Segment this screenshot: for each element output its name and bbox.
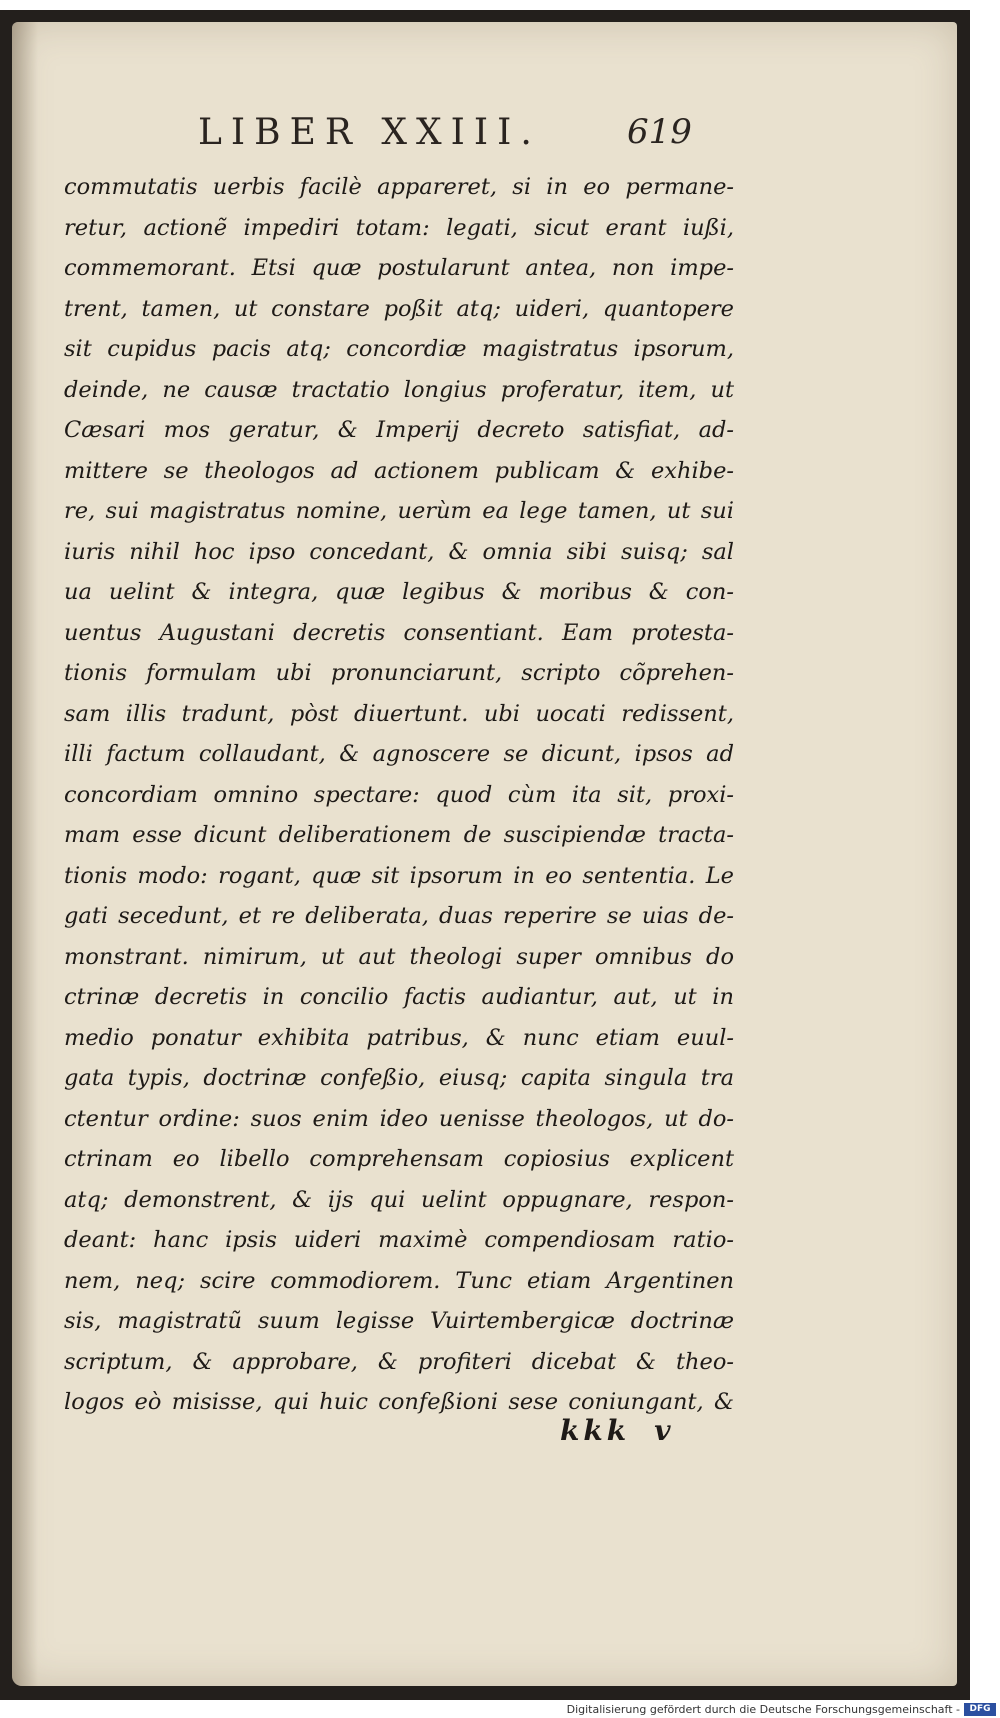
running-head <box>12 102 957 162</box>
text-line: atq; demonstrent, & ijs qui uelint oppugnare, respon- <box>64 1186 734 1213</box>
text-line: logos eò misisse, qui huic confeßioni sese coniungant, & <box>64 1389 734 1415</box>
text-line: deinde, ne causæ tractatio longius proferatur, item, ut <box>64 376 734 403</box>
dfg-logo-icon: DFG <box>964 1703 996 1716</box>
text-line: iuris nihil hoc ipso concedant, & omnia sibi suisq; sal <box>64 538 734 565</box>
text-line: ctentur ordine: suos enim ideo uenisse theologos, ut do- <box>64 1105 734 1132</box>
text-line: medio ponatur exhibita patribus, & nunc etiam euul- <box>64 1024 734 1051</box>
page-number: 619 <box>627 112 692 152</box>
text-line: ua uelint & integra, quæ legibus & moribus & con- <box>64 579 734 605</box>
text-line: mam esse dicunt deliberationem de suscipiendæ tracta- <box>64 822 734 848</box>
text-line: ctrinam eo libello comprehensam copiosius explicent <box>64 1146 734 1172</box>
book-page <box>12 22 957 1686</box>
text-line: sam illis tradunt, pòst diuertunt. ubi uocati redissent, <box>64 700 734 727</box>
text-line: re, sui magistratus nomine, uerùm ea lege tamen, ut sui <box>64 498 734 524</box>
funding-credit: Digitalisierung gefördert durch die Deutsche Forschungsgemeinschaft - <box>566 1703 960 1716</box>
text-line: sis, magistratũ suum legisse Vuirtembergicæ doctrinæ <box>64 1308 734 1334</box>
running-title: LIBER XXIII. <box>198 112 541 153</box>
text-line: commemorant. Etsi quæ postularunt antea, non impe- <box>64 255 734 281</box>
signature-letters: kkk <box>560 1414 631 1447</box>
text-line: ctrinæ decretis in concilio factis audiantur, aut, ut in <box>64 984 734 1010</box>
text-line: gati secedunt, et re deliberata, duas reperire se uias de- <box>64 903 734 929</box>
text-line: tionis modo: rogant, quæ sit ipsorum in eo sententia. Le <box>64 862 734 889</box>
text-line: illi factum collaudant, & agnoscere se dicunt, ipsos ad <box>64 741 734 767</box>
text-line: gata typis, doctrinæ confeßio, eiusq; capita singula tra <box>64 1065 734 1091</box>
scan-background <box>0 10 970 1700</box>
text-line: deant: hanc ipsis uideri maximè compendiosam ratio- <box>64 1227 734 1253</box>
text-line: trent, tamen, ut constare poßit atq; uideri, quantopere <box>64 295 734 322</box>
text-line: scriptum, & approbare, & profiteri dicebat & theo- <box>64 1348 734 1375</box>
text-line: concordiam omnino spectare: quod cùm ita sit, proxi- <box>64 781 734 808</box>
text-line: Cæsari mos geratur, & Imperij decreto satisfiat, ad- <box>64 417 734 443</box>
signature-mark <box>560 1414 674 1447</box>
text-line: mittere se theologos ad actionem publicam & exhibe- <box>64 457 734 484</box>
footer-bar <box>0 1700 1000 1718</box>
text-line: tionis formulam ubi pronunciarunt, scripto cõprehen- <box>64 660 734 686</box>
text-line: nem, neq; scire commodiorem. Tunc etiam Argentinen <box>64 1267 734 1294</box>
text-line: uentus Augustani decretis consentiant. Eam protesta- <box>64 619 734 646</box>
text-line: retur, actionẽ impediri totam: legati, sicut erant iußi, <box>64 214 734 241</box>
signature-number: v <box>654 1414 675 1447</box>
text-line: sit cupidus pacis atq; concordiæ magistratus ipsorum, <box>64 336 734 362</box>
text-line: monstrant. nimirum, ut aut theologi super omnibus do <box>64 943 734 970</box>
body-text <box>64 167 734 1423</box>
text-line: commutatis uerbis facilè appareret, si in eo permane- <box>64 174 734 200</box>
